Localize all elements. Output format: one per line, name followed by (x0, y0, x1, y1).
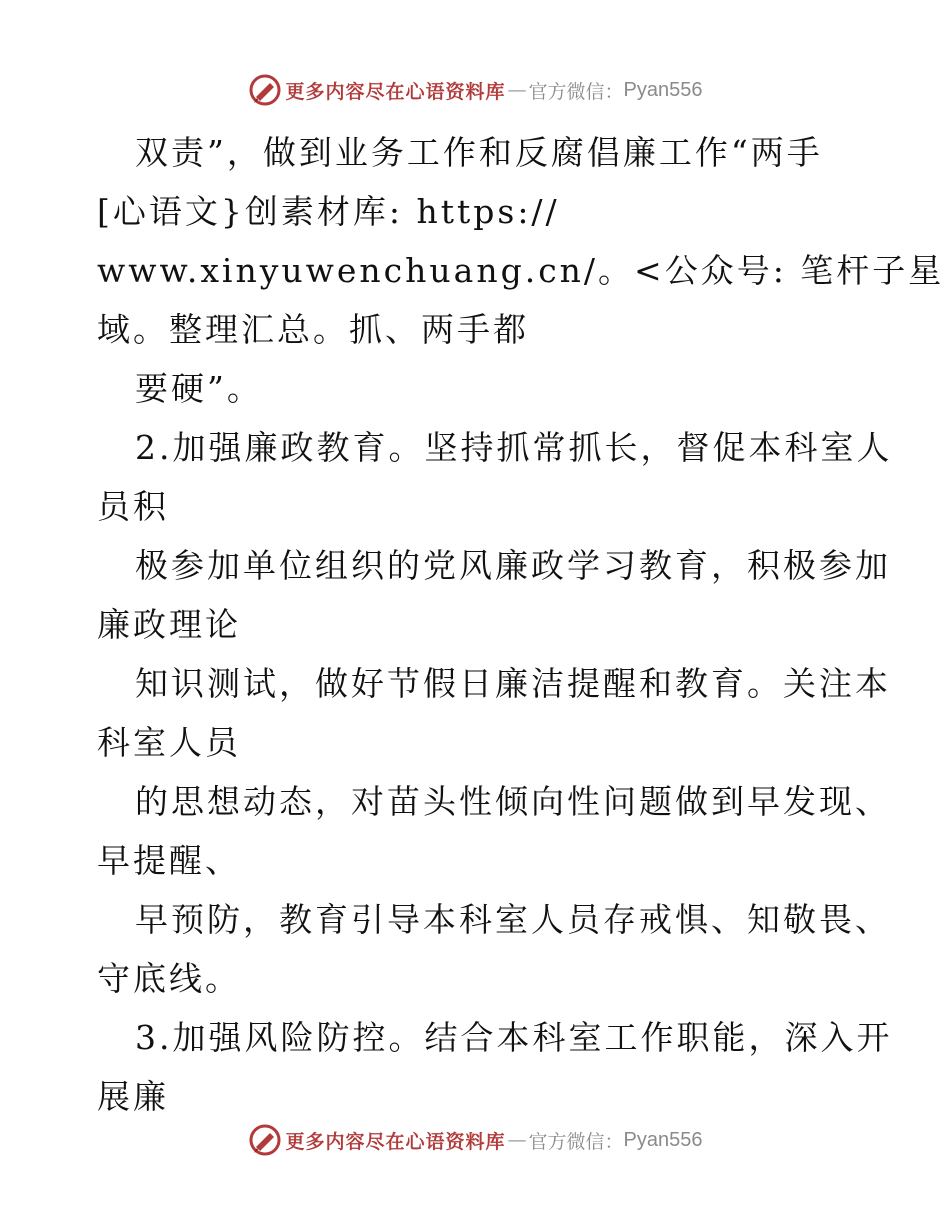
text-line: 守底线。 (97, 959, 241, 998)
text-line: 3.加强风险防控。结合本科室工作职能，深入开 (135, 1018, 893, 1057)
header-banner (0, 72, 950, 108)
text-line: 早预防，教育引导本科室人员存戒惧、知敬畏、 (135, 900, 891, 939)
text-line: 要硬”。 (135, 369, 263, 408)
text-line: 员积 (97, 487, 169, 526)
document-body (97, 123, 945, 1126)
text-line: 2.加强廉政教育。坚持抓常抓长，督促本科室人 (135, 428, 893, 467)
banner-main-text: 更多内容尽在心语资料库 (285, 80, 506, 103)
text-line: 域。整理汇总。抓、两手都 (97, 310, 529, 349)
banner-dash: — (507, 79, 527, 101)
banner-dash: — (507, 1129, 527, 1151)
text-line: www.xinyuwenchuang.cn/。<公众号: 笔杆子星 (97, 251, 945, 290)
banner-main-text: 更多内容尽在心语资料库 (285, 1130, 506, 1153)
text-line: [心语文}创素材库: https:// (97, 192, 560, 231)
text-line: 科室人员 (97, 723, 241, 762)
pen-logo-icon (248, 73, 282, 107)
pen-logo-icon (248, 1123, 282, 1157)
banner-wechat-label: 官方微信： (528, 1130, 624, 1153)
text-line: 双责”，做到业务工作和反腐倡廉工作“两手 (135, 133, 823, 172)
banner-wechat-label: 官方微信： (528, 80, 624, 103)
text-line: 展廉 (97, 1077, 169, 1116)
text-line: 早提醒、 (97, 841, 241, 880)
text-line: 的思想动态，对苗头性倾向性问题做到早发现、 (135, 782, 891, 821)
banner-wechat-id: Pyan556 (623, 78, 703, 101)
text-line: 知识测试，做好节假日廉洁提醒和教育。关注本 (135, 664, 891, 703)
footer-banner (0, 1122, 950, 1158)
banner-wechat-id: Pyan556 (623, 1128, 703, 1151)
text-line: 廉政理论 (97, 605, 241, 644)
text-line: 极参加单位组织的党风廉政学习教育，积极参加 (135, 546, 891, 585)
